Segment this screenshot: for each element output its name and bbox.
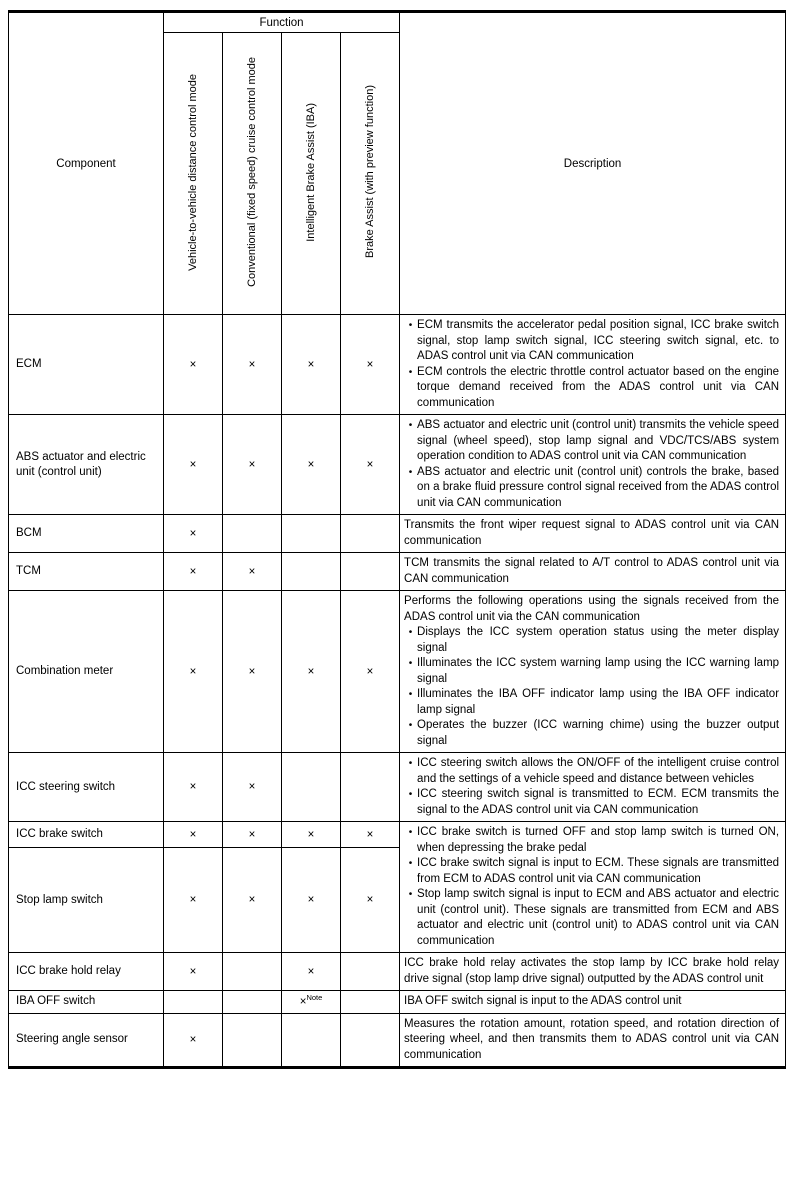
description-bullet-item (404, 887, 779, 949)
bullet-text: ECM transmits the accelerator pedal position signal, ICC brake switch signal, stop lamp switch signal, ICC steering switch signal, etc. to ADAS control unit via CAN communication (417, 319, 780, 362)
function-mark-cell: × (223, 822, 282, 848)
description-cell (400, 953, 786, 991)
component-cell: ICC steering switch (9, 753, 164, 822)
description-bullet-item (404, 625, 779, 656)
description-cell (400, 591, 786, 753)
table-row (9, 822, 786, 848)
function-mark-cell: × (341, 415, 400, 515)
bullet-text: ECM controls the electric throttle control actuator based on the engine torque demand received from the ADAS control unit via CAN communication (417, 365, 780, 409)
function-column-header (341, 33, 400, 315)
function-mark-cell (341, 953, 400, 991)
component-cell: IBA OFF switch (9, 991, 164, 1014)
function-column-label: Brake Assist (with preview function) (363, 85, 376, 259)
bullet-marker: • (408, 466, 413, 478)
bullet-text: ICC steering switch allows the ON/OFF of the intelligent cruise control and the settings of a vehicle speed and distance between vehicles (417, 757, 780, 785)
description-cell (400, 1013, 786, 1068)
description-text: IBA OFF switch signal is input to the ADAS control unit (404, 995, 682, 1007)
component-cell: Stop lamp switch (9, 848, 164, 953)
component-cell: TCM (9, 553, 164, 591)
function-mark-cell: × (164, 515, 223, 553)
function-mark-cell: × (164, 315, 223, 415)
description-cell (400, 515, 786, 553)
function-mark-cell: × (282, 822, 341, 848)
function-column-header (164, 33, 223, 315)
function-mark-cell (341, 753, 400, 822)
bullet-text: ABS actuator and electric unit (control unit) controls the brake, based on a brake fluid pressure control signal received from the ADAS control unit via CAN communication (417, 465, 780, 509)
description-bullet-item (404, 318, 779, 365)
bullet-text: Stop lamp switch signal is input to ECM and ABS actuator and electric unit (control unit). These signals are transmitted from ECM and ABS actuator and electric unit (control unit) to ADAS control unit via CAN communication (417, 888, 780, 947)
table-row (9, 953, 786, 991)
function-mark-cell (282, 553, 341, 591)
function-mark-cell: × (282, 415, 341, 515)
description-cell (400, 753, 786, 822)
bullet-text: Displays the ICC system operation status using the meter display signal (417, 626, 780, 654)
bullet-marker: • (408, 889, 413, 900)
description-column-header: Description (400, 12, 786, 315)
component-cell: ICC brake switch (9, 822, 164, 848)
function-mark-cell (164, 991, 223, 1014)
bullet-marker: • (408, 420, 413, 431)
table-row (9, 991, 786, 1014)
function-mark-cell (223, 953, 282, 991)
description-bullet-item (404, 756, 779, 787)
table-row (9, 1013, 786, 1068)
description-bullet-item (404, 656, 779, 687)
function-mark-cell (341, 991, 400, 1014)
function-column-header (282, 33, 341, 315)
function-mark-cell: × (223, 415, 282, 515)
description-bullet-item (404, 418, 779, 465)
bullet-text: ICC steering switch signal is transmitted to ECM. ECM transmits the signal to the ADAS control unit via CAN communication (417, 788, 780, 816)
function-column-header (223, 33, 282, 315)
bullet-marker: • (408, 366, 413, 378)
component-cell: BCM (9, 515, 164, 553)
component-column-header: Component (9, 12, 164, 315)
table-row (9, 553, 786, 591)
function-mark-cell: × (341, 848, 400, 953)
table-body (9, 315, 786, 1068)
bullet-marker: • (408, 858, 413, 869)
function-mark-cell: × (282, 953, 341, 991)
component-cell: ECM (9, 315, 164, 415)
table-row (9, 753, 786, 822)
table-header (9, 12, 786, 315)
description-bullet-item (404, 465, 779, 512)
function-mark-cell (282, 515, 341, 553)
description-text: ICC brake hold relay activates the stop lamp by ICC brake hold relay drive signal (stop lamp drive signal) outputted by the ADAS control unit (404, 957, 780, 985)
function-mark-cell: × (341, 822, 400, 848)
function-mark-cell: × (223, 553, 282, 591)
bullet-text: ABS actuator and electric unit (control unit) transmits the vehicle speed signal (wheel speed), stop lamp signal and VDC/TCS/ABS system operation condition to ADAS control unit via CAN communication (417, 419, 780, 462)
function-mark-cell: × (164, 553, 223, 591)
function-mark-cell: × (282, 315, 341, 415)
function-mark-cell: × (164, 591, 223, 753)
bullet-text: ICC brake switch signal is input to ECM. These signals are transmitted from ECM to ADAS control unit via CAN communication (417, 857, 780, 885)
description-bullet-item (404, 856, 779, 887)
component-cell: Combination meter (9, 591, 164, 753)
description-cell (400, 415, 786, 515)
function-mark-cell (282, 753, 341, 822)
description-bullet-item (404, 787, 779, 818)
description-bullet-item (404, 718, 779, 749)
function-mark-cell: × (282, 591, 341, 753)
function-mark-cell: × (282, 848, 341, 953)
bullet-marker: • (408, 827, 413, 838)
component-cell: ABS actuator and electric unit (control unit) (9, 415, 164, 515)
bullet-marker: • (408, 627, 413, 638)
bullet-marker: • (408, 320, 413, 331)
component-cell: Steering angle sensor (9, 1013, 164, 1068)
function-mark-cell (341, 515, 400, 553)
bullet-marker: • (408, 720, 413, 731)
function-mark-cell (282, 1013, 341, 1068)
function-mark-cell: × (164, 1013, 223, 1068)
bullet-text: ICC brake switch is turned OFF and stop lamp switch is turned ON, when depressing the brake pedal (417, 826, 780, 854)
mark-note-superscript: Note (306, 992, 323, 1002)
function-group-header: Function (164, 12, 400, 33)
bullet-text: Illuminates the ICC system warning lamp using the ICC warning lamp signal (417, 657, 780, 685)
function-column-label: Intelligent Brake Assist (IBA) (304, 102, 317, 242)
function-mark-cell: × (164, 953, 223, 991)
bullet-text: Illuminates the IBA OFF indicator lamp using the IBA OFF indicator lamp signal (417, 688, 780, 716)
function-mark-cell (223, 991, 282, 1014)
table-row (9, 515, 786, 553)
function-mark-cell: × (341, 315, 400, 415)
description-bullet-item (404, 825, 779, 856)
description-text: Measures the rotation amount, rotation speed, and rotation direction of steering wheel, and then transmits them to ADAS control unit via CAN communication (404, 1017, 780, 1061)
function-mark-cell (341, 1013, 400, 1068)
function-mark-cell: × (223, 315, 282, 415)
function-mark-cell: × (164, 848, 223, 953)
function-mark-cell: × (164, 415, 223, 515)
function-mark-cell (223, 515, 282, 553)
bullet-marker: • (408, 758, 413, 769)
function-mark-cell: × (164, 753, 223, 822)
function-mark-cell: × (341, 591, 400, 753)
description-cell (400, 822, 786, 953)
function-mark-cell: × (223, 848, 282, 953)
function-mark-cell (223, 1013, 282, 1068)
function-mark-cell: × (223, 753, 282, 822)
description-cell (400, 991, 786, 1014)
bullet-marker: • (408, 689, 413, 700)
components-table (8, 10, 786, 1069)
description-cell (400, 553, 786, 591)
table-row (9, 315, 786, 415)
description-cell (400, 315, 786, 415)
function-column-label: Vehicle-to-vehicle distance control mode (186, 73, 199, 271)
description-bullet-item (404, 365, 779, 412)
description-text: Transmits the front wiper request signal to ADAS control unit via CAN communication (404, 519, 780, 547)
bullet-text: Operates the buzzer (ICC warning chime) using the buzzer output signal (417, 719, 780, 747)
description-bullet-item (404, 687, 779, 718)
function-mark-cell: ×$^{Note}$ (282, 991, 341, 1014)
function-mark-cell: × (223, 591, 282, 753)
function-mark-cell: × (164, 822, 223, 848)
function-column-label: Conventional (fixed speed) cruise control mode (245, 57, 258, 287)
bullet-marker: • (408, 658, 413, 669)
description-intro: Performs the following operations using the signals received from the ADAS control unit via the CAN communication (404, 595, 780, 623)
component-cell: ICC brake hold relay (9, 953, 164, 991)
description-text: TCM transmits the signal related to A/T control to ADAS control unit via CAN communication (404, 557, 780, 585)
table-row (9, 415, 786, 515)
bullet-marker: • (408, 789, 413, 800)
header-row-top (9, 12, 786, 33)
table-row (9, 591, 786, 753)
function-mark-cell (341, 553, 400, 591)
